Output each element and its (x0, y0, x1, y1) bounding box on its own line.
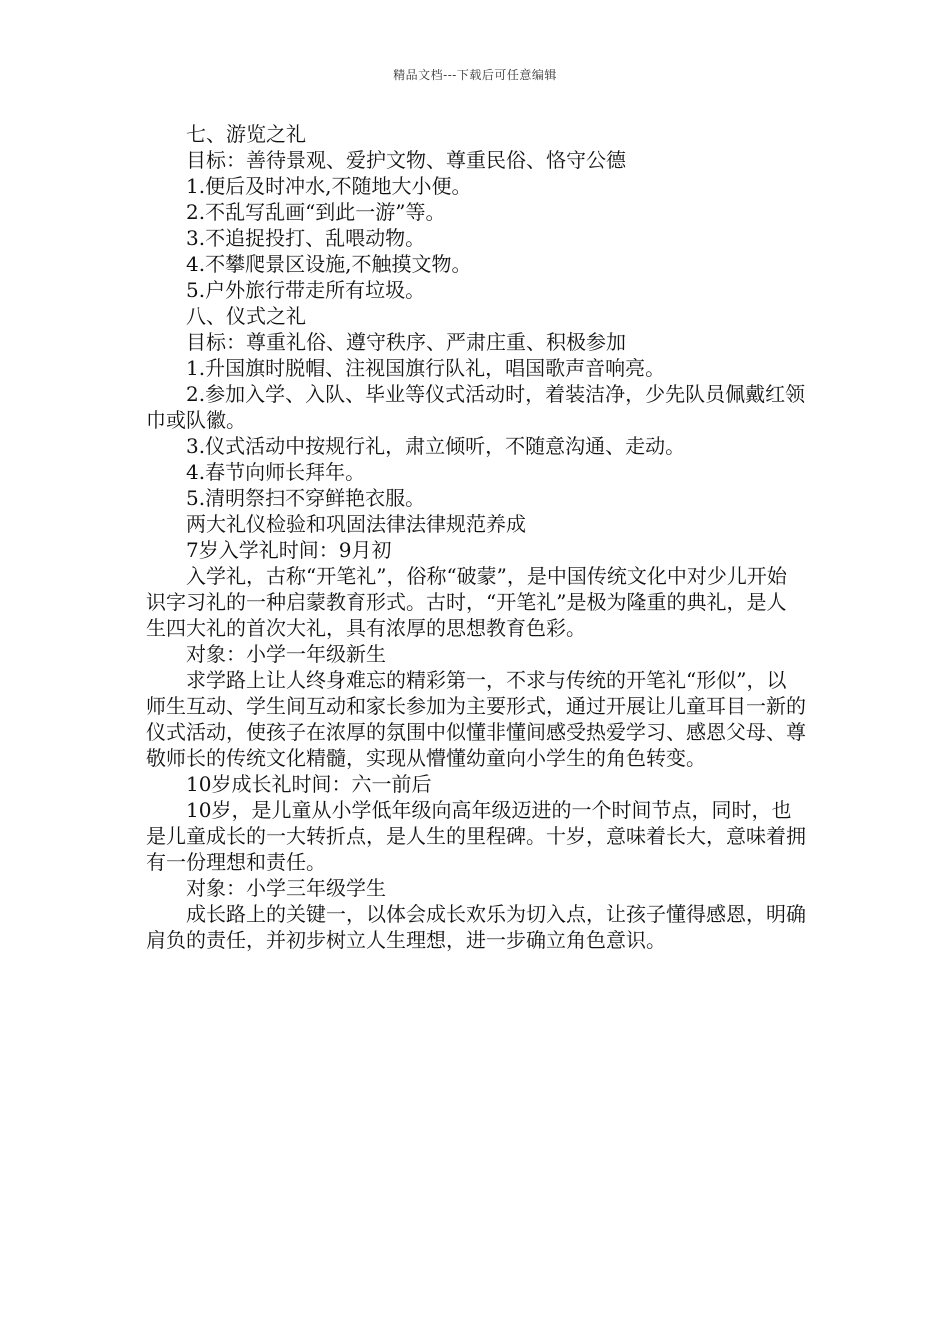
section-goal: 目标：善待景观、爱护文物、尊重民俗、恪守公德 (186, 148, 626, 172)
list-item: 3.不追捉投打、乱喂动物。 (186, 226, 426, 250)
body-paragraph: 入学礼，古称“开笔礼”，俗称“破蒙”，是中国传统文化中对少儿开始识字习礼的一种启蒙教育形式。古时，“开笔礼”是极为隆重的典礼，是人生四大礼的首次大礼，具有浓厚的思想教育色彩。 (146, 564, 787, 640)
document-body (146, 121, 806, 953)
list-item: 3.仪式活动中按规行礼，肃立倾听，不随意沟通、走动。 (186, 434, 686, 458)
section-heading: 八、仪式之礼 (186, 304, 306, 328)
ceremony-time: 7岁入学礼时间：9月初 (186, 538, 392, 562)
ceremony-target: 对象：小学一年级新生 (186, 642, 386, 666)
body-paragraph: 10岁，是儿童从小学低年级向高年级迈进的一个时间节点，同时，也是儿童成长的一大转折点，是人生的里程碑。十岁，意味着长大，意味着拥有一份理想和责任。 (146, 798, 806, 874)
ceremony-time: 10岁成长礼时间：六一前后 (186, 772, 432, 796)
list-item: 1.升国旗时脱帽、注视国旗行队礼，唱国歌声音响亮。 (186, 356, 666, 380)
section-heading: 七、游览之礼 (186, 122, 306, 146)
body-paragraph: 成长路上的关键一，以体会成长欢乐为切入点，让孩子懂得感恩，明确肩负的责任，并初步树立人生理想，进一步确立角色意识。 (146, 902, 806, 952)
section-heading: 两大礼仪检验和巩固法律法律规范养成 (186, 512, 526, 536)
list-item: 2.参加入学、入队、毕业等仪式活动时，着装洁净，少先队员佩戴红领巾或队徽。 (146, 382, 806, 432)
list-item: 2.不乱写乱画“到此一游”等。 (186, 200, 446, 224)
list-item: 4.不攀爬景区设施,不触摸文物。 (186, 252, 472, 276)
list-item: 4.春节向师长拜年。 (186, 460, 366, 484)
list-item: 5.户外旅行带走所有垃圾。 (186, 278, 426, 302)
list-item: 5.清明祭扫不穿鲜艳衣服。 (186, 486, 426, 510)
body-paragraph: 求学路上让人终身难忘的精彩第一，不求与传统的开笔礼“形似”，以师生互动、学生间互动和家长参加为主要形式，通过开展让儿童耳目一新的仪式活动，使孩子在浓厚的氛围中似懂非懂间感受热爱学习、感恩父母、尊敬师长的传统文化精髓，实现从懵懂幼童向小学生的角色转变。 (146, 668, 806, 770)
ceremony-target: 对象：小学三年级学生 (186, 876, 386, 900)
page-header: 精品文档---下载后可任意编辑 (393, 68, 557, 82)
list-item: 1.便后及时冲水,不随地大小便。 (186, 174, 472, 198)
section-goal: 目标：尊重礼俗、遵守秩序、严肃庄重、积极参加 (186, 330, 626, 354)
